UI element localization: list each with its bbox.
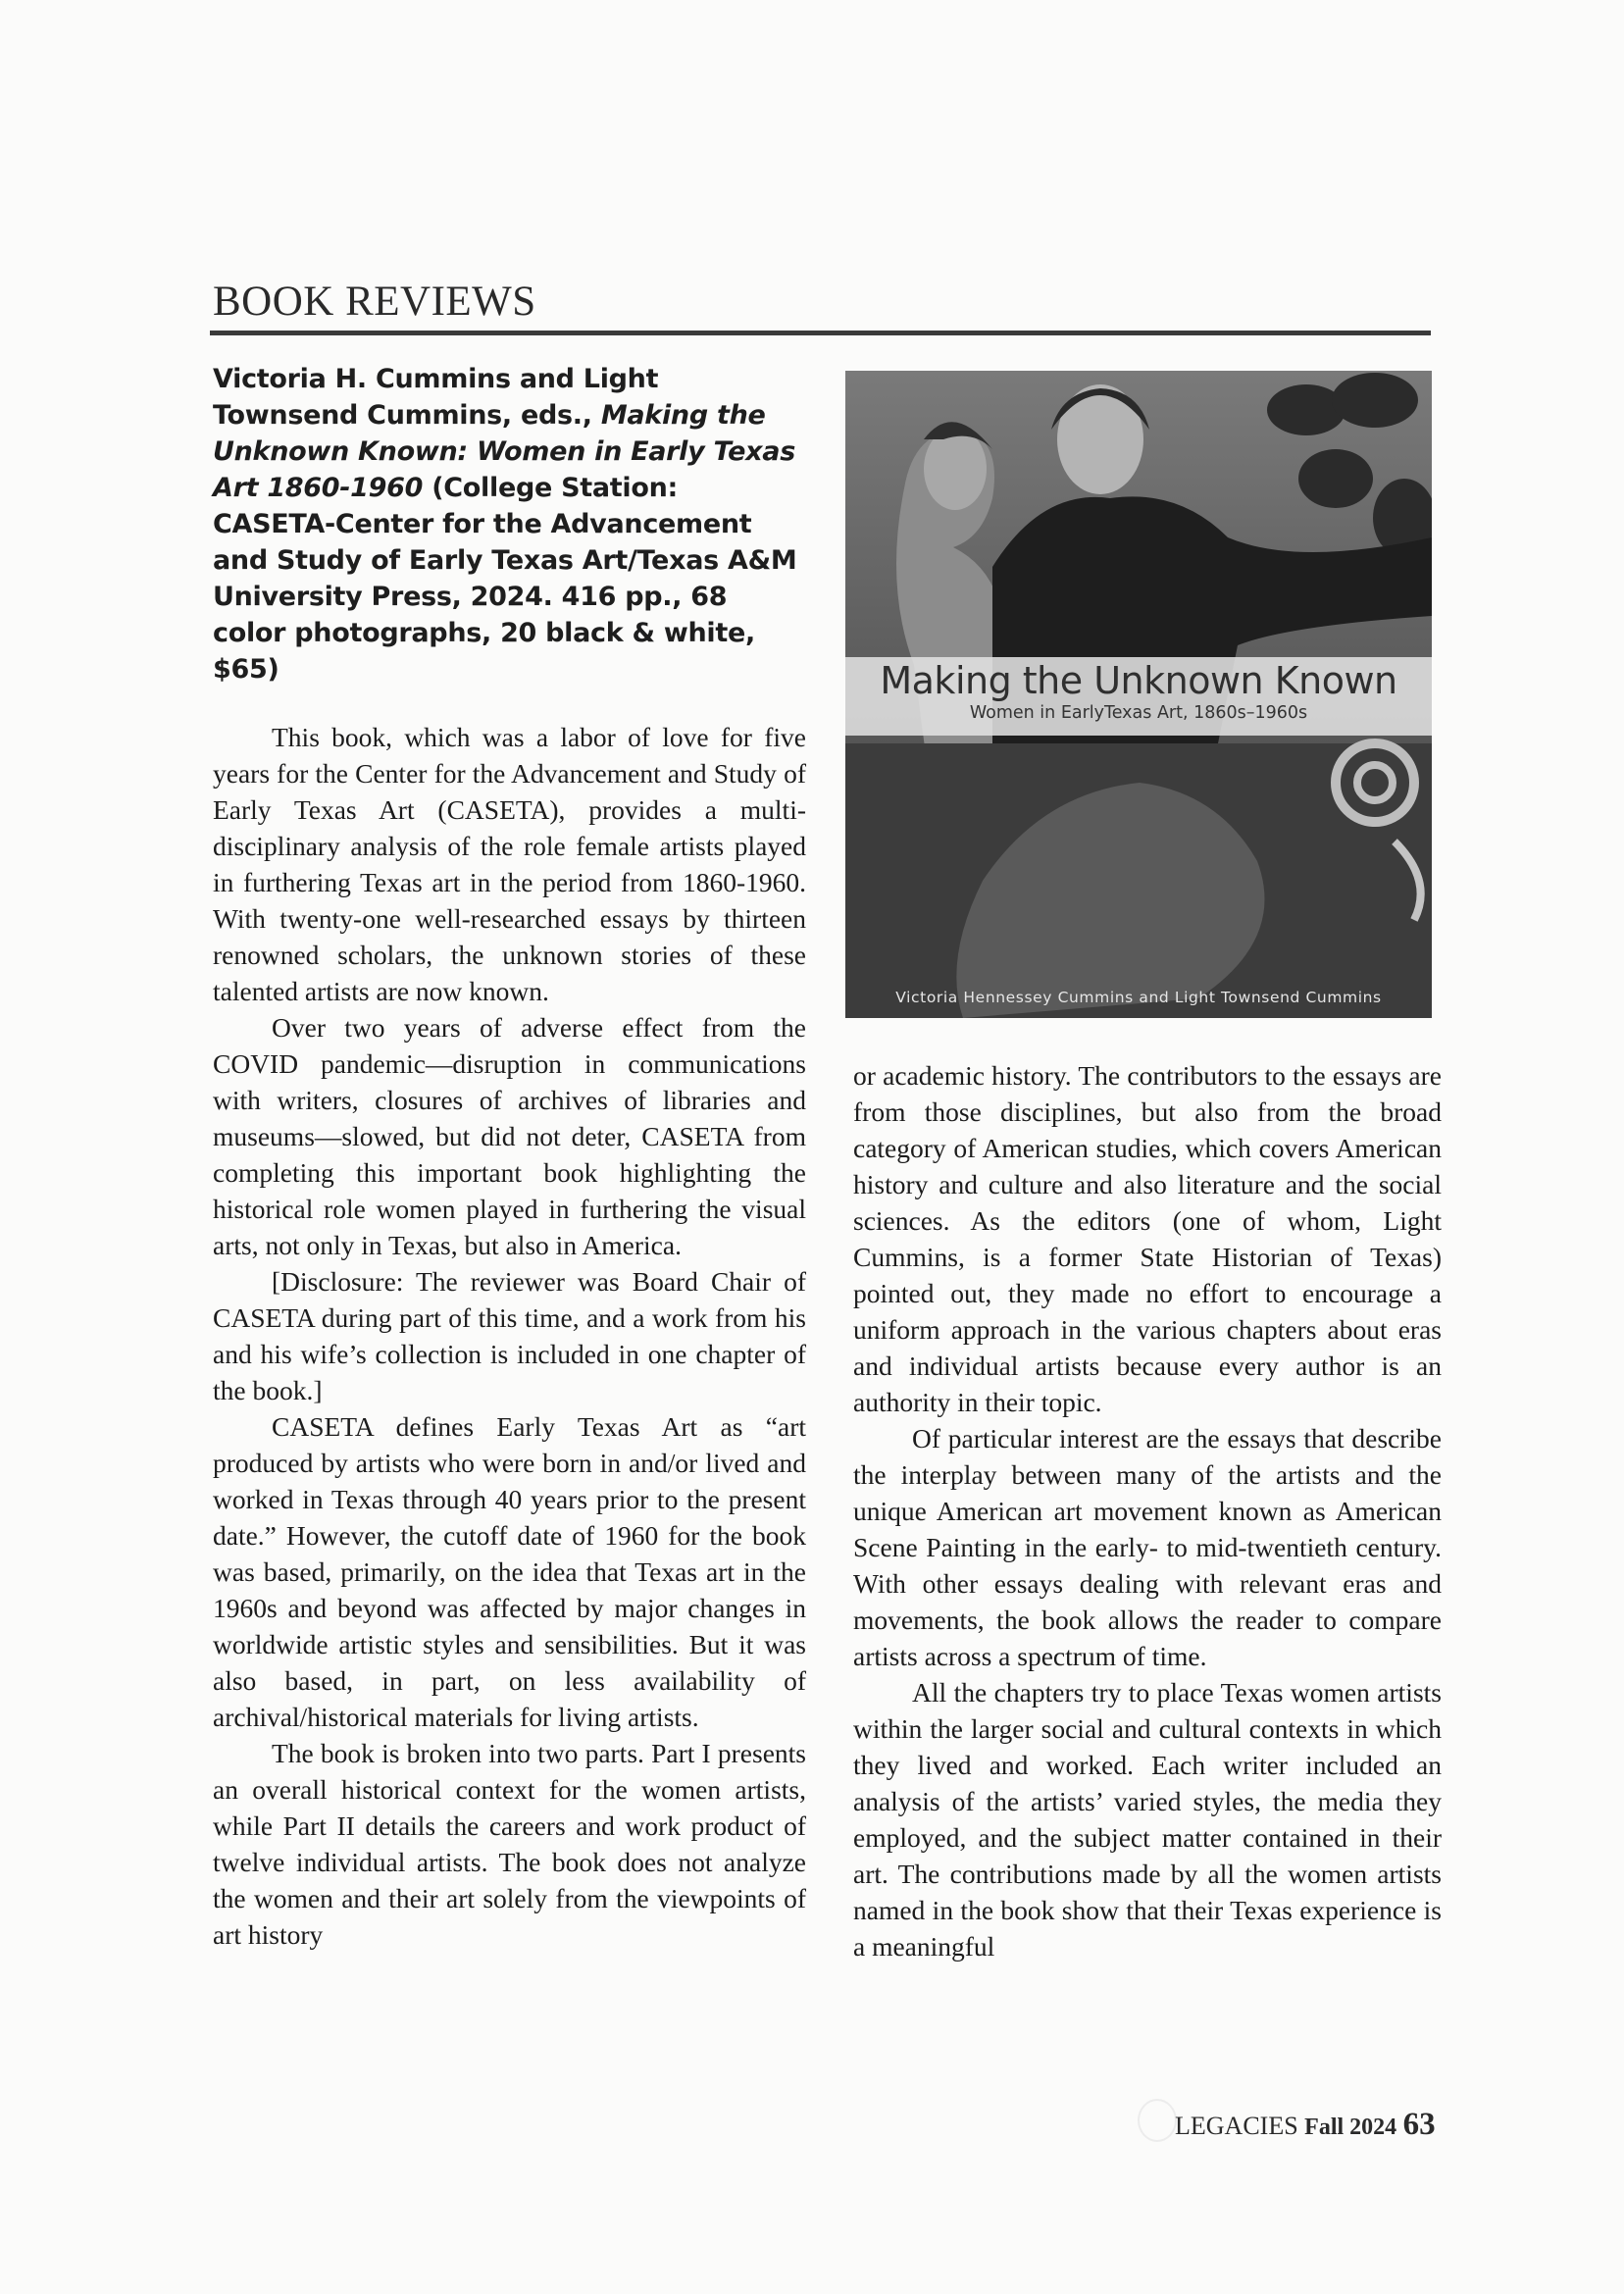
footer-logo-watermark <box>1138 2099 1177 2142</box>
citation-book-title: Making the Unknown Known: Women in Early Texas Art 1860-1960 <box>213 400 795 503</box>
paragraph: CASETA defines Early Texas Art as “art produced by artists who were born in and/or lived and worked in Texas through 40 years prior to the present date.” However, the cutoff date of 1960 for the book was based, primarily, on the idea that Texas art in the 1960s and beyond was affected by major changes in worldwide artistic styles and sensibilities. But it was also based, in part, on less availability of archival/historical materials for living artists. <box>213 1411 806 1732</box>
paragraph: This book, which was a labor of love for five years for the Center for the Advancement and Study of Early Texas Art (CASETA), provides a multi-disciplinary analysis of the role female artists played in furthering Texas art in the period from 1860-1960. With twenty-one well-researched essays by thirteen renowned scholars, the unknown stories of these talented artists are now known. <box>213 722 806 1006</box>
page-footer <box>1175 2107 1436 2143</box>
cover-authors: Victoria Hennessey Cummins and Light Townsend Cummins <box>895 989 1382 1006</box>
cover-title: Making the Unknown Known <box>880 659 1397 702</box>
citation-publication: (College Station: CASETA-Center for the Advancement and Study of Early Texas Art/Texas A&M University Press, 2024. 416 pp., 68 color photographs, 20 black & white, $65) <box>213 473 797 685</box>
paragraph: All the chapters try to place Texas women artists within the larger social and cultural contexts in which they lived and worked. Each writer included an analysis of the artists’ varied styles, the media they employed, and the subject matter contained in their art. The contributions made by all the women artists named in the book show that their Texas experience is a meaningful <box>853 1677 1442 1962</box>
paragraph: Over two years of adverse effect from the COVID pandemic—disruption in communications with writers, closures of archives of libraries and museums—slowed, but did not deter, CASETA from completing this important book highlighting the historical role women played in furthering the visual arts, not only in Texas, but also in America. <box>213 1012 806 1260</box>
footer-issue: Fall 2024 <box>1304 2115 1397 2140</box>
cover-subtitle: Women in EarlyTexas Art, 1860s–1960s <box>969 703 1308 723</box>
right-column <box>853 1057 1442 1964</box>
section-divider <box>210 331 1431 335</box>
figure-lower <box>845 743 1432 1018</box>
cover-title-band <box>845 657 1432 736</box>
left-column <box>213 361 806 1953</box>
book-citation <box>213 361 806 688</box>
book-cover-image <box>845 371 1432 1018</box>
footer-publication: LEGACIES <box>1175 2112 1298 2140</box>
paragraph: Of particular interest are the essays that describe the interplay between many of the artists and the unique American art movement known as American Scene Painting in the early- to mid-twentieth century. With other essays dealing with relevant eras and movements, the book allows the reader to compare artists across a spectrum of time. <box>853 1423 1442 1671</box>
paragraph: or academic history. The contributors to the essays are from those disciplines, but also from the broad category of American studies, which covers American history and culture and also literature and the social sciences. As the editors (one of whom, Light Cummins, is a former State Historian of Texas) pointed out, they made no effort to encourage a uniform approach in the various chapters about eras and individual artists because every author is an authority in their topic. <box>853 1060 1442 1417</box>
section-title: BOOK REVIEWS <box>213 279 536 325</box>
paragraph: The book is broken into two parts. Part I presents an overall historical context for the women artists, while Part II details the careers and work product of twelve individual artists. The book does not analyze the women and their art solely from the viewpoints of art history <box>213 1738 806 1950</box>
paragraph: [Disclosure: The reviewer was Board Chair of CASETA during part of this time, and a work from his and his wife’s collection is included in one chapter of the book.] <box>213 1266 806 1405</box>
page-number: 63 <box>1402 2107 1436 2142</box>
citation-editors: Victoria H. Cummins and Light Townsend Cummins, eds., <box>213 364 659 431</box>
